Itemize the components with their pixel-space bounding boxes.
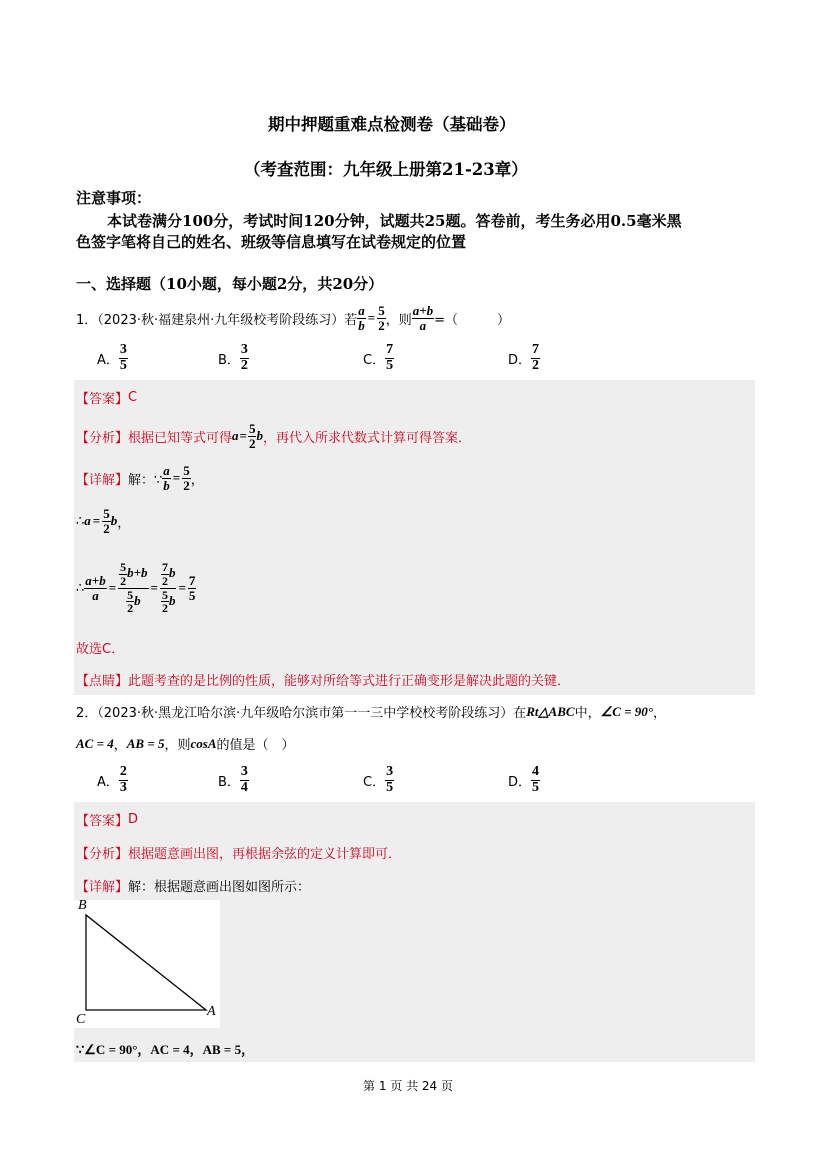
question-1-given-value: $\frac{5}{2}$ xyxy=(378,302,385,333)
question-1-given-fraction: $\frac{a}{b}$ xyxy=(358,302,365,333)
question-1-prefix: 1．（2023·秋·福建泉州·九年级校考阶段练习）若 xyxy=(76,312,358,328)
question-1-stem: 1．（2023·秋·福建泉州·九年级校考阶段练习）若 $\frac{a}{b}$ = $\frac{5}{2}$ ，则 $\frac{a+b}{a}$ =（ ） xyxy=(76,302,511,333)
question-1-analysis: 【分析】 根据已知等式可得 a = $\frac{5}{2}$ b ，再代入所求代数式计算可得答案． xyxy=(76,420,471,451)
notice-line-1: 本试卷满分100分，考试时间120分钟，试题共25题。答卷前，考生务必用0.5毫米黑 xyxy=(107,212,682,230)
question-1-option-c[interactable]: C． $\frac{7}{5}$ xyxy=(363,342,394,373)
question-1-complex-fraction-2: $\frac{7}{2}$ b $\frac{5}{2}$ b xyxy=(161,560,176,616)
section-heading: 一、选择题（10小题，每小题2分，共20分） xyxy=(76,275,384,293)
triangle-figure xyxy=(74,900,220,1028)
question-1-option-a[interactable]: A． $\frac{3}{5}$ xyxy=(97,342,127,373)
question-2-answer: 【答案】 D xyxy=(76,812,139,829)
question-2-option-b[interactable]: B． $\frac{3}{4}$ xyxy=(218,764,248,795)
triangle-diagram xyxy=(74,900,220,1028)
vertex-label-b: B xyxy=(78,898,87,913)
question-1-detail-step-2: ∴ a = $\frac{5}{2}$ b ， xyxy=(76,505,131,536)
page-number: 第 1 页 共 24 页 xyxy=(363,1079,453,1093)
question-1-expression: $\frac{a+b}{a}$ xyxy=(412,302,434,333)
question-1-option-b[interactable]: B． $\frac{3}{2}$ xyxy=(218,342,248,373)
question-1-comment: 【点睛】 此题考查的是比例的性质，能够对所给等式进行正确变形是解决此题的关键． xyxy=(76,674,571,689)
question-2-detail: 【详解】 解：根据题意画出图如图所示： xyxy=(76,880,311,895)
question-1-option-d[interactable]: D． $\frac{7}{2}$ xyxy=(508,342,540,373)
question-1-complex-fraction-1: $\frac{5}{2}$ b+b $\frac{5}{2}$ b xyxy=(120,560,148,616)
page-title: 期中押题重难点检测卷（基础卷） xyxy=(268,115,516,134)
question-1-detail-step-3: ∴ $\frac{a+b}{a}$ = $\frac{5}{2}$ b+b $\frac{5}{2}$ b = $\frac{7}{2}$ b $\frac{5}{2}$ b = $\frac{7}{5}$ xyxy=(76,560,196,616)
question-1-detail-step-1: 【详解】 解：∵ $\frac{a}{b}$ = $\frac{5}{2}$ ， xyxy=(76,462,204,493)
page-subtitle: （考查范围：九年级上册第21-23章） xyxy=(244,160,528,179)
question-2-option-c[interactable]: C． $\frac{3}{5}$ xyxy=(363,764,394,795)
question-2-option-a[interactable]: A． $\frac{2}{3}$ xyxy=(97,764,127,795)
question-2-stem-line-1: 2．（2023·秋·黑龙江哈尔滨·九年级哈尔滨市第一一三中学校校考阶段练习）在 Rt△ABC 中， ∠C = 90° ， xyxy=(76,703,667,721)
question-1-conclusion: 故选C． xyxy=(76,642,125,657)
question-2-analysis: 【分析】 根据题意画出图，再根据余弦的定义计算即可． xyxy=(76,847,402,862)
notice-line-2: 色签字笔将自己的姓名、班级等信息填写在试卷规定的位置 xyxy=(76,233,467,251)
vertex-label-c: C xyxy=(76,1012,86,1027)
vertex-label-a: A xyxy=(207,1004,216,1019)
question-1-answer: 【答案】 C xyxy=(76,390,138,407)
triangle-shape xyxy=(86,915,206,1010)
question-2-option-d[interactable]: D． $\frac{4}{5}$ xyxy=(508,764,540,795)
question-2-stem-line-2: AC = 4 ， AB = 5 ，则 cosA 的值是（ ） xyxy=(76,735,295,753)
question-2-final-line: ∵∠C = 90°，AC = 4，AB = 5， xyxy=(76,1042,255,1057)
notice-heading: 注意事项： xyxy=(76,189,152,207)
